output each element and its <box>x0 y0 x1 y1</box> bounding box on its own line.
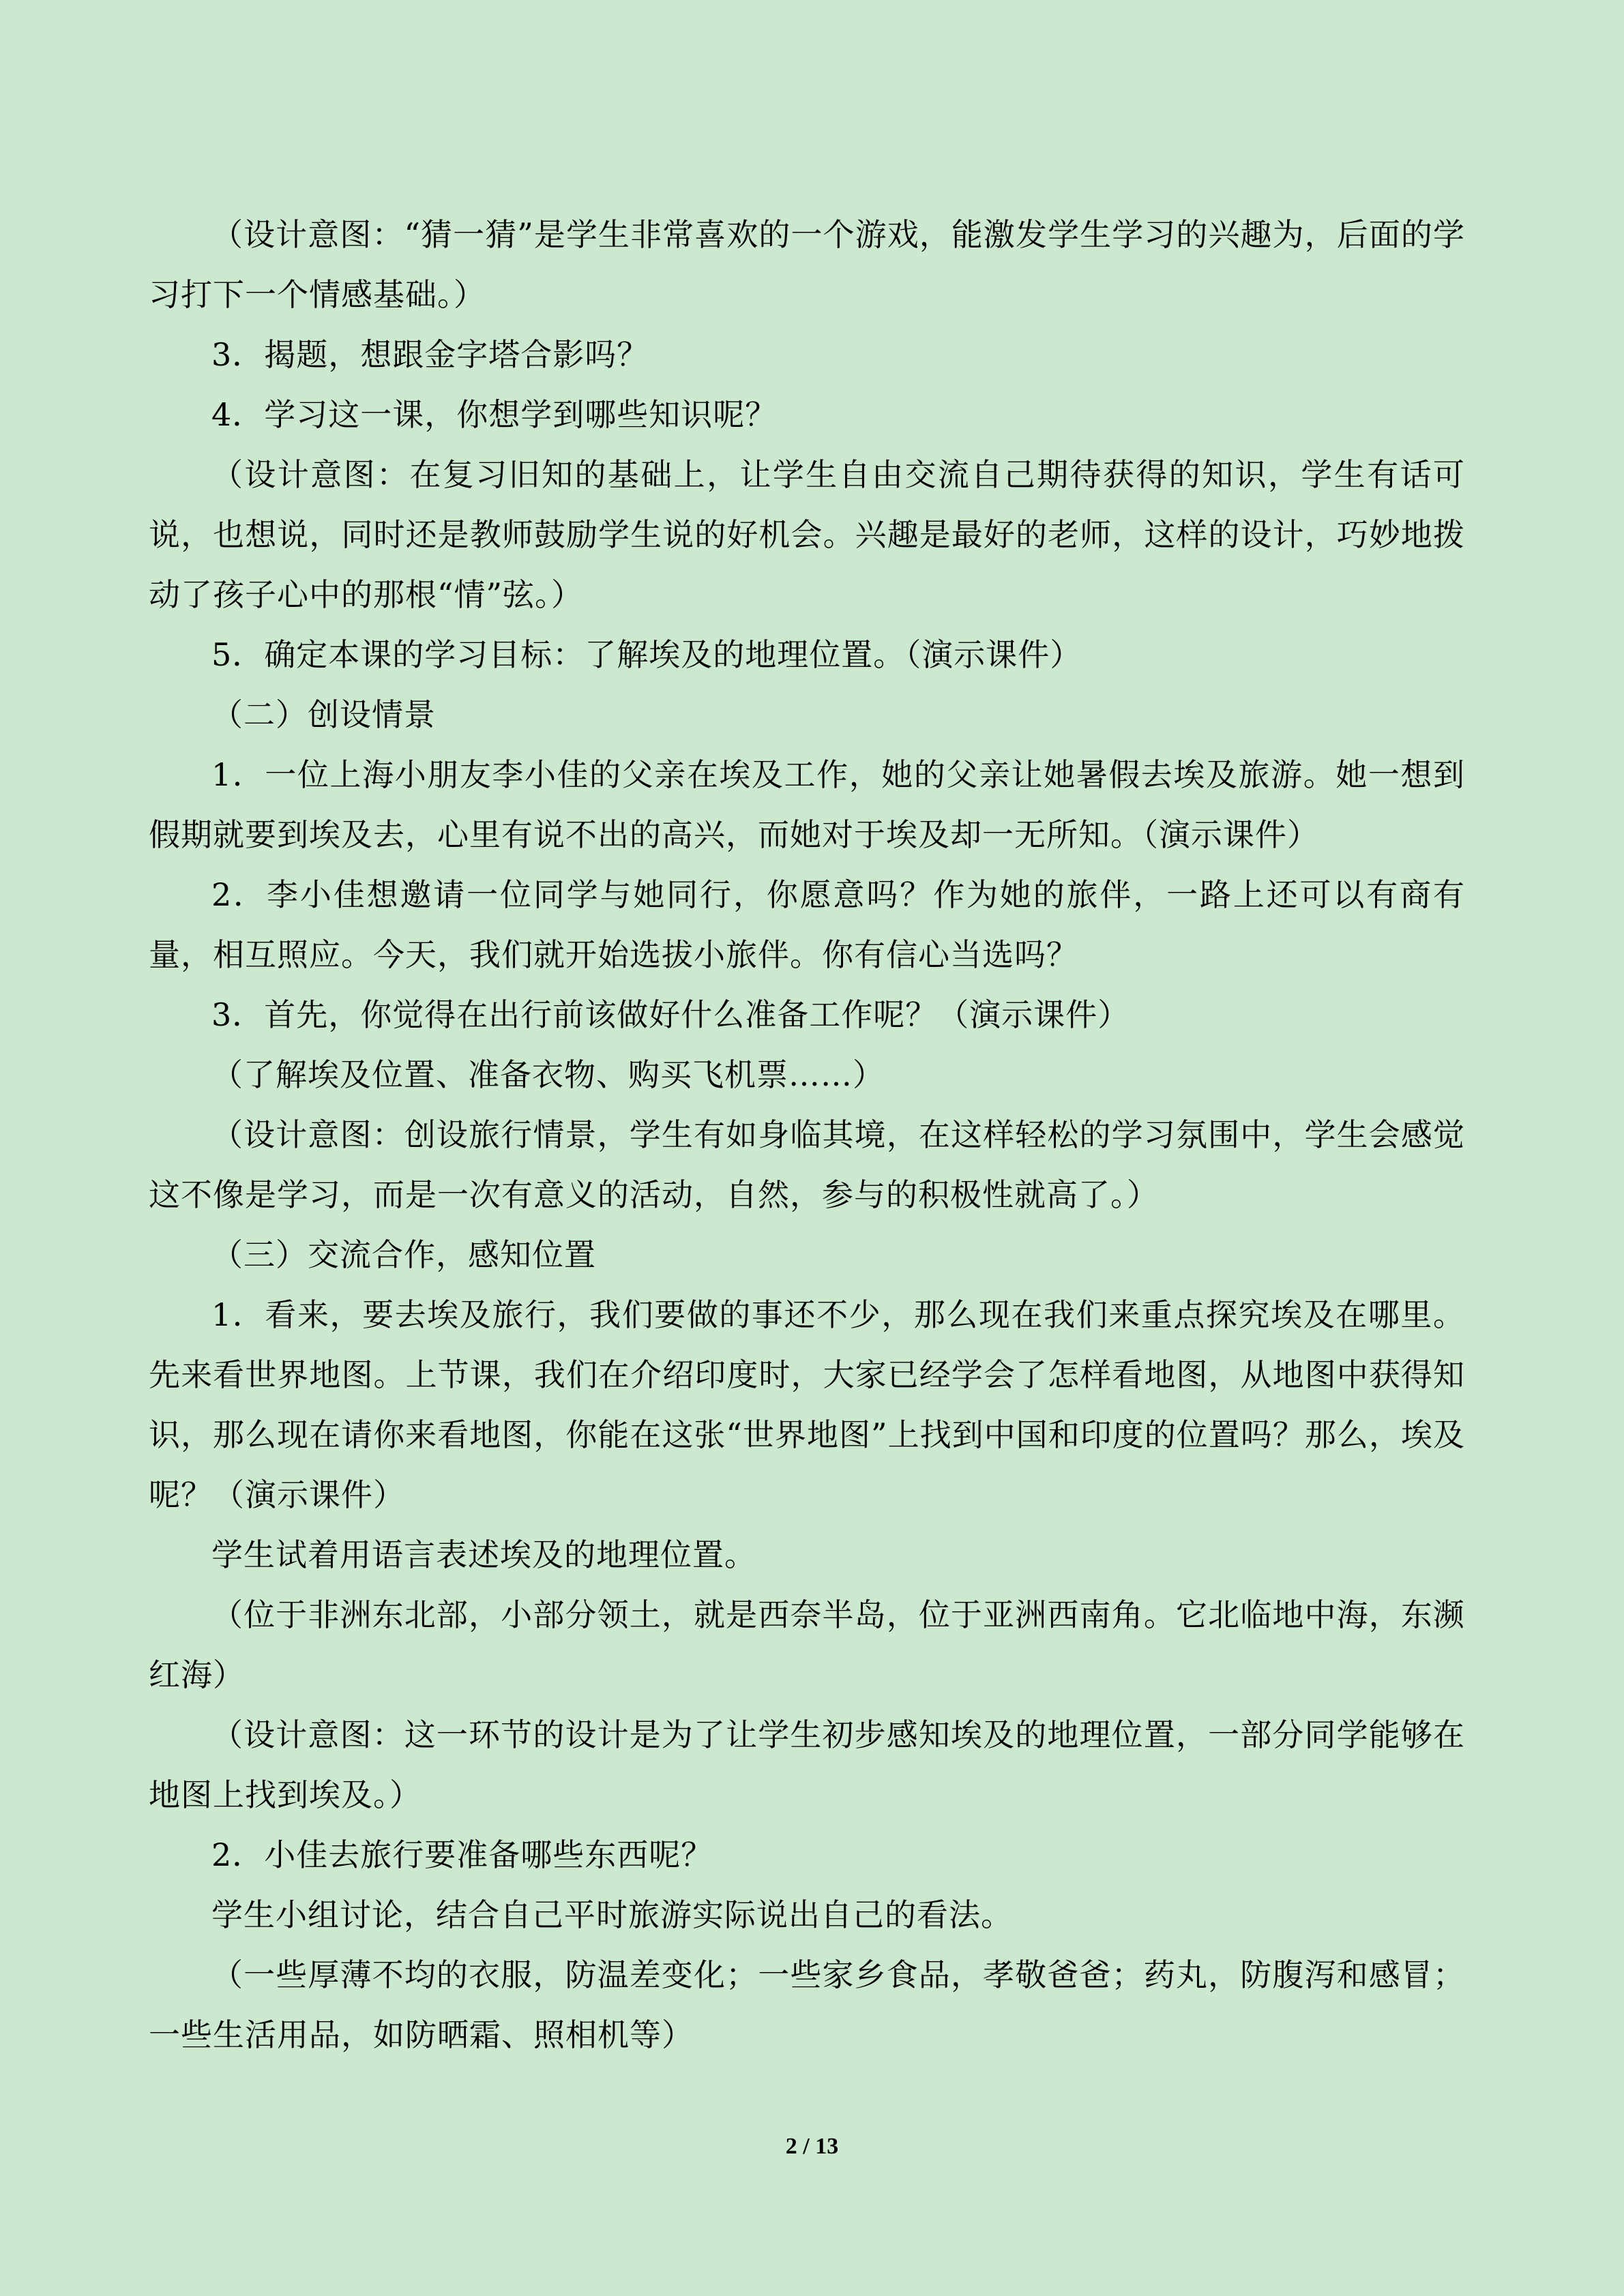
paragraph: 1．一位上海小朋友李小佳的父亲在埃及工作，她的父亲让她暑假去埃及旅游。她一想到假期就要到埃及去，心里有说不出的高兴，而她对于埃及却一无所知。（演示课件） <box>149 756 1465 853</box>
paragraph: （设计意图：“猜一猜”是学生非常喜欢的一个游戏，能激发学生学习的兴趣为，后面的学习打下一个情感基础。） <box>149 216 1465 313</box>
paragraph: （设计意图：这一环节的设计是为了让学生初步感知埃及的地理位置，一部分同学能够在地图上找到埃及。） <box>149 1716 1465 1813</box>
paragraph: 2．李小佳想邀请一位同学与她同行，你愿意吗？作为她的旅伴，一路上还可以有商有量，相互照应。今天，我们就开始选拔小旅伴。你有信心当选吗？ <box>149 876 1465 973</box>
paragraph: （了解埃及位置、准备衣物、购买飞机票……） <box>211 1056 885 1093</box>
paragraph: （设计意图：创设旅行情景，学生有如身临其境，在这样轻松的学习氛围中，学生会感觉这不像是学习，而是一次有意义的活动，自然，参与的积极性就高了。） <box>149 1116 1465 1213</box>
paragraph: 3．首先，你觉得在出行前该做好什么准备工作呢？（演示课件） <box>211 996 1130 1033</box>
paragraph: 学生试着用语言表述埃及的地理位置。 <box>211 1536 756 1573</box>
section-heading: （三）交流合作，感知位置 <box>211 1236 596 1273</box>
paragraph: 2．小佳去旅行要准备哪些东西呢？ <box>211 1836 713 1873</box>
paragraph: 4．学习这一课，你想学到哪些知识呢？ <box>211 396 778 433</box>
paragraph: 学生小组讨论，结合自己平时旅游实际说出自己的看法。 <box>211 1896 1013 1933</box>
paragraph: 5．确定本课的学习目标：了解埃及的地理位置。（演示课件） <box>211 636 1082 673</box>
paragraph: 1．看来，要去埃及旅行，我们要做的事还不少，那么现在我们来重点探究埃及在哪里。先来看世界地图。上节课，我们在介绍印度时，大家已经学会了怎样看地图，从地图中获得知识，那么现在请你来看地图，你能在这张“世界地图”上找到中国和印度的位置吗？那么，埃及呢？（演示课件） <box>149 1296 1465 1513</box>
section-heading: （二）创设情景 <box>211 696 436 733</box>
document-body <box>149 205 1465 2065</box>
paragraph: 3．揭题，想跟金字塔合影吗？ <box>211 336 649 373</box>
paragraph: （设计意图：在复习旧知的基础上，让学生自由交流自己期待获得的知识，学生有话可说，也想说，同时还是教师鼓励学生说的好机会。兴趣是最好的老师，这样的设计，巧妙地拨动了孩子心中的那根“情”弦。） <box>149 456 1465 613</box>
paragraph: （一些厚薄不均的衣服，防温差变化；一些家乡食品，孝敬爸爸；药丸，防腹泻和感冒；一些生活用品，如防晒霜、照相机等） <box>149 1956 1465 2053</box>
paragraph: （位于非洲东北部，小部分领土，就是西奈半岛，位于亚洲西南角。它北临地中海，东濒红海） <box>149 1596 1465 1693</box>
page-number: 2 / 13 <box>785 2134 839 2159</box>
